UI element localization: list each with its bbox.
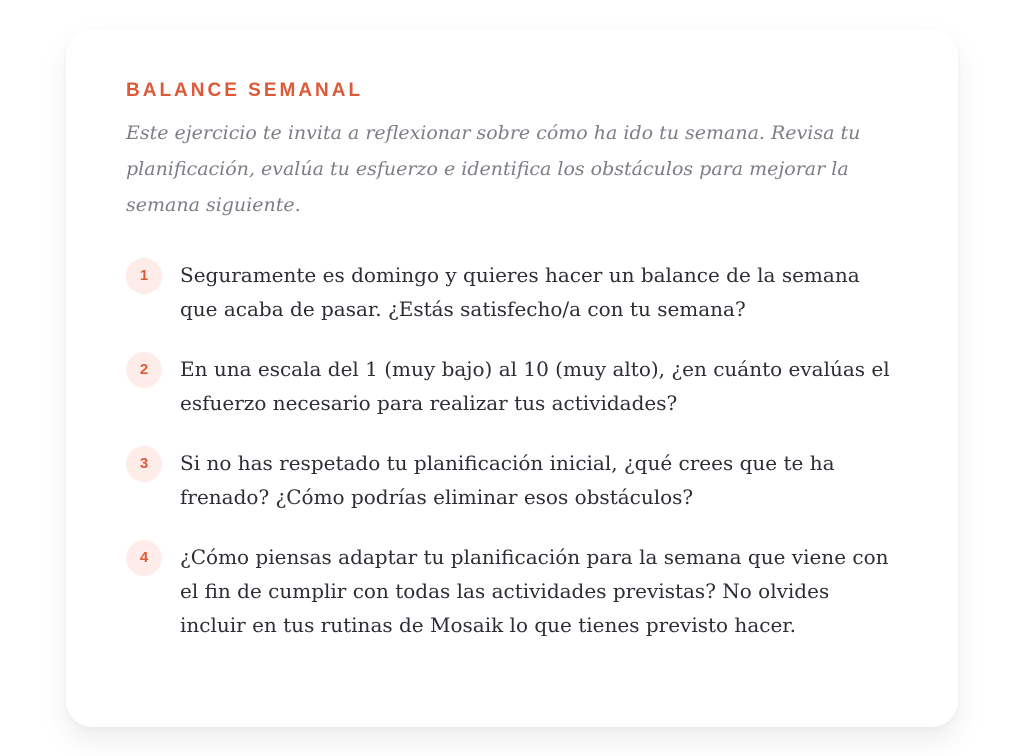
step-number-badge: 2 — [126, 352, 162, 388]
question-text: ¿Cómo piensas adaptar tu planificación para la semana que viene con el fin de cumplir con todas las actividades previstas? No olvides incluir en tus rutinas de Mosaik lo que tienes previsto hacer. — [180, 545, 889, 637]
question-list — [126, 258, 898, 642]
question-item-4 — [126, 540, 898, 642]
question-text: En una escala del 1 (muy bajo) al 10 (muy alto), ¿en cuánto evalúas el esfuerzo necesario para realizar tus actividades? — [180, 357, 890, 415]
exercise-card — [66, 29, 958, 727]
question-item-2 — [126, 352, 898, 420]
step-number-badge: 4 — [126, 540, 162, 576]
question-item-3 — [126, 446, 898, 514]
question-text: Seguramente es domingo y quieres hacer un balance de la semana que acaba de pasar. ¿Estás satisfecho/a con tu semana? — [180, 263, 860, 321]
card-intro: Este ejercicio te invita a reflexionar sobre cómo ha ido tu semana. Revisa tu planificación, evalúa tu esfuerzo e identifica los obstáculos para mejorar la semana siguiente. — [126, 122, 861, 216]
card-title: BALANCE SEMANAL — [126, 80, 364, 101]
question-text: Si no has respetado tu planificación inicial, ¿qué crees que te ha frenado? ¿Cómo podrías eliminar esos obstáculos? — [180, 451, 835, 509]
step-number-badge: 1 — [126, 258, 162, 294]
step-number-badge: 3 — [126, 446, 162, 482]
question-item-1 — [126, 258, 898, 326]
